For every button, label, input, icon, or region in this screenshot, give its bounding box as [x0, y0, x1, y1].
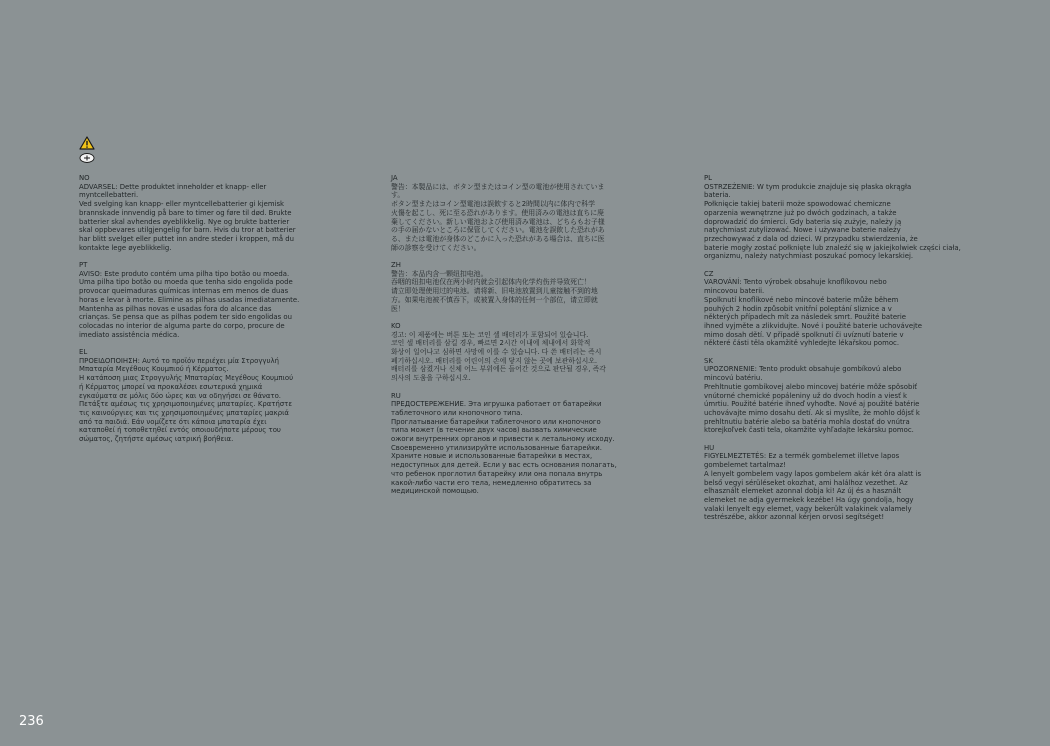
warning-section-hu — [704, 444, 966, 522]
page-number: 236 — [19, 714, 44, 729]
warning-section-ru — [391, 392, 653, 496]
language-code: HU — [704, 443, 715, 452]
warning-section-ja — [391, 174, 653, 252]
coin-battery-icon — [79, 152, 95, 164]
warning-section-pl — [704, 174, 966, 261]
language-code: PL — [704, 174, 712, 182]
warning-text: VAROVÁNÍ: Tento výrobek obsahuje knoflíkovou nebo mincovou baterii. Spolknutí knoflíkové nebo mincové baterie může během pouhých 2 hodin způsobit vnitřní poleptání sliznice a v některých případech mít za následek smrt. Použité baterie ihned vyjměte a zlikvidujte. Nové i použité baterie uchovávejte mimo dosah dětí. V případě spolknutí či uvíznutí baterie v některé části těla okamžitě vyhledejte lékařskou pomoc. — [704, 278, 922, 348]
language-code: KO — [391, 321, 401, 330]
warning-text: AVISO: Este produto contém uma pilha tipo botão ou moeda. Uma pilha tipo botão ou moeda que tenha sido engolida pode provocar queimaduras químicas internas em menos de duas horas e levar à morte. Elimine as pilhas usadas imediatamente. Mantenha as pilhas novas e usadas fora do alcance das crianças. Se pensa que as pilhas podem ter sido engolidas ou colocadas no interior de alguma parte do corpo, procure de imediato assistência médica. — [79, 269, 300, 339]
warning-text: ΠΡΟΕΙΔΟΠΟΙΗΣΗ: Αυτό το προϊόν περιέχει μία Στρογγυλή Μπαταρία Μεγέθους Κουμπιού ή Κέρματος. Η κατάποση μιας Στρογγυλής Μπαταρίας Μεγέθους Κουμπιού ή Κέρματος μπορεί να προκαλέσει εσωτερικά χημικά εγκαύματα σε μόλις δύο ώρες και να οδηγήσει σε θάνατο. Πετάξτε αμέσως τις χρησιμοποιημένες μπαταρίες. Κρατήστε τις καινούργιες και τις χρησιμοποιημένες μπαταρίες μακριά από τα παιδιά. Εάν νομίζετε ότι κάποια μπαταρία έχει καταποθεί ή τοποθετηθεί εντός οποιουδήποτε μέρους του σώματος, ζητήστε αμέσως ιατρική βοήθεια. — [79, 356, 294, 444]
warning-section-cz — [704, 270, 966, 348]
warning-text: ADVARSEL: Dette produktet inneholder et knapp- eller myntcellebatteri. Ved svelging kan knapp- eller myntcellebatterier gi kjemisk brannskade innvendig på bare to timer og føre til død. Brukte batterier skal avhendes øyeblikkelig. Nye og brukte batterier skal oppbevares utilgjengelig for barn. Hvis du tror at batterier har blitt svelget eller puttet inn andre steder i kroppen, må du kontakte lege øyeblikkelig. — [79, 182, 296, 252]
language-code: EL — [79, 348, 88, 357]
warning-text: UPOZORNENIE: Tento produkt obsahuje gombíkovú alebo mincovú batériu. Prehltnutie gombíkovej alebo mincovej batérie môže spôsobiť vnútorné chemické popáleniny už do dvoch hodín a viesť k úmrtiu. Použité batérie ihneď vyhoďte. Nové aj použité batérie uchovávajte mimo dosahu detí. Ak si myslíte, že mohlo dôjsť k prehltnutiu batérie alebo sa batéria mohla dostať do vnútra ktorejkoľvek časti tela, okamžite vyhľadajte lekársku pomoc. — [704, 365, 920, 435]
language-code: CZ — [704, 269, 714, 278]
language-code: JA — [391, 174, 398, 182]
warning-text: 경고: 이 제품에는 버튼 또는 코인 셀 배터리가 포함되어 있습니다. 코인 셀 배터리를 삼킬 경우, 빠르면 2시간 이내에 체내에서 화학적 화상이 일어나고 심하면 사망에 이를 수 있습니다. 다 쓴 배터리는 즉시 폐기하십시오. 배터리를 어린이의 손에 닿지 않는 곳에 보관하십시오. 배터리를 삼켰거나 신체 어느 부위에든 들어간 것으로 판단될 경우, 즉각 의사의 도움을 구하십시오. — [391, 330, 606, 383]
warning-section-no — [79, 174, 341, 252]
language-code: PT — [79, 261, 88, 270]
warning-text: 警告：本品内含一颗纽扣电池。 吞咽的纽扣电池仅在两小时内就会引起体内化学灼伤并导致死亡！ 请立即处理使用过的电池。请将新、旧电池放置到儿童接触不到的地 方。如果电池被不慎吞下，或被置入身体的任何一个部位，请立即就 医！ — [391, 269, 598, 313]
warning-column-2 — [391, 174, 653, 505]
warning-text: FIGYELMEZTETÉS: Ez a termék gombelemet illetve lapos gombelemet tartalmaz! A lenyelt gombelem vagy lapos gombelem akár két óra alatt is belső vegyi sérüléseket okozhat, ami halálhoz vezethet. Az elhasznált elemeket azonnal dobja ki! Az új és a használt elemeket ne adja gyermekek kezébe! Ha úgy gondolja, hogy valaki lenyelt egy elemet, vagy bekerült valakinek valamely testrészébe, akkor azonnal kérjen orvosi segítséget! — [704, 452, 922, 522]
warning-section-zh — [391, 261, 653, 313]
warning-section-ko — [391, 322, 653, 383]
warning-section-el — [79, 348, 341, 444]
safety-icons — [79, 136, 95, 168]
language-code: RU — [391, 391, 401, 400]
language-code: SK — [704, 356, 713, 365]
language-code: ZH — [391, 261, 401, 270]
warning-column-3 — [704, 174, 966, 531]
warning-column-1 — [79, 174, 341, 452]
warning-text: ПРЕДОСТЕРЕЖЕНИЕ. Эта игрушка работает от батарейки таблеточного или кнопочного типа. Проглатывание батарейки таблеточного или кнопочного типа может (в течение двух часов) вызвать химические ожоги внутренних органов и привести к летальному исходу. Своевременно утилизируйте использованные батарейки. Храните новые и использованные батарейки в местах, недоступных для детей. Если у вас есть основания полагать, что ребенок проглотил батарейку или она попала внутрь какой-либо части его тела, немедленно обратитесь за медицинской помощью. — [391, 400, 617, 496]
warning-section-sk — [704, 357, 966, 435]
warning-section-pt — [79, 261, 341, 339]
language-code: NO — [79, 174, 90, 182]
warning-text: 警告：本製品には、ボタン型またはコイン型の電池が使用されていま す。 ボタン型またはコイン型電池は誤飲すると2時間以内に体内で科学 火傷を起こし、死に至る恐れがあります。使用済みの電池は直ちに廃 棄してください。新しい電池および使用済み電池は、どちらもお子様 の手の届かないところに保管してください。電池を誤飲した恐れがあ る、または電池が身体のどこかに入った恐れがある場合は、直ちに医 師の診察を受けてください。 — [391, 182, 605, 252]
warning-text: OSTRZEŻENIE: W tym produkcie znajduje się płaska okrągła bateria. Połknięcie takiej baterii może spowodować chemiczne oparzenia wewnętrzne już po dwóch godzinach, a także doprowadzić do śmierci. Gdy bateria się zużyje, należy ją natychmiast zutylizować. Nowe i używane baterie należy przechowywać z dala od dzieci. W przypadku stwierdzenia, że baterie mogły zostać połknięte lub znaleźć się w jakiejkolwiek części ciała, organizmu, należy natychmiast poszukać pomocy lekarskiej. — [704, 182, 961, 261]
